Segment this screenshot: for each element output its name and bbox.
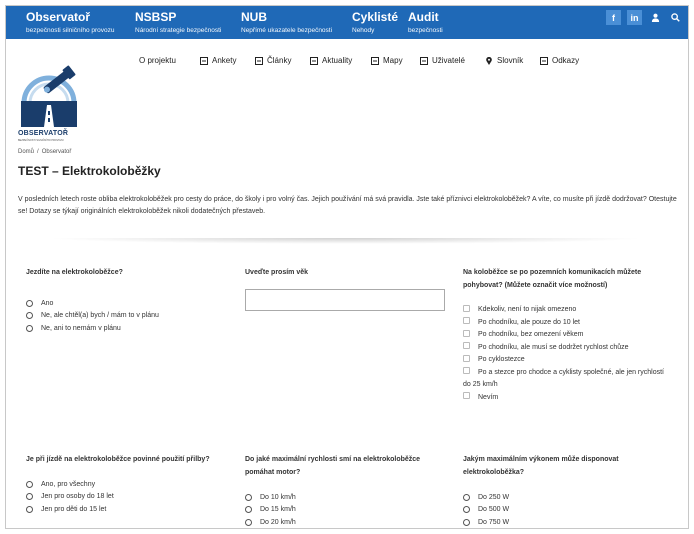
option-label: Do 15 km/h <box>260 506 296 514</box>
option-label: Ano, pro všechny <box>41 480 96 488</box>
topbar-subtitle: Nehody <box>352 27 375 34</box>
topbar-title: Cyklisté <box>352 10 399 24</box>
question-age <box>245 266 450 311</box>
browser-page <box>5 5 689 529</box>
checkbox[interactable] <box>463 317 470 324</box>
checkbox-option[interactable] <box>463 317 668 330</box>
nav-item-label: Uživatelé <box>432 56 465 65</box>
nav-item-label: Články <box>267 56 292 65</box>
radio-option[interactable] <box>245 504 450 517</box>
box-icon <box>420 57 428 65</box>
nav-item-label: Mapy <box>383 56 403 65</box>
question-title: Na koloběžce se po pozemních komunikacích můžete pohybovat? (Můžete označit více možností) <box>463 269 642 289</box>
checkbox[interactable] <box>463 342 470 349</box>
radio-button[interactable] <box>245 519 252 526</box>
box-icon <box>255 57 263 65</box>
option-label: Do 10 km/h <box>260 493 296 501</box>
topbar-title: NSBSP <box>135 10 177 24</box>
breadcrumb-current[interactable]: Observatoř <box>41 149 72 155</box>
checkbox[interactable] <box>463 367 470 374</box>
option-label: Do 250 W <box>478 493 510 501</box>
nav-item-mapy[interactable] <box>371 56 403 65</box>
nav-item-ankety[interactable] <box>200 56 236 65</box>
question-helmet <box>26 453 231 516</box>
question-title: Jakým maximálním výkonem může disponovat elektrokoloběžka? <box>463 456 619 476</box>
option-label: Do 750 W <box>478 518 510 526</box>
checkbox-option[interactable] <box>463 329 668 342</box>
option-label: Kdekoliv, není to nijak omezeno <box>478 306 577 313</box>
radio-option[interactable] <box>26 322 231 335</box>
checkbox[interactable] <box>463 392 470 399</box>
question-where-ride <box>463 266 668 404</box>
checkbox-option[interactable] <box>463 354 668 367</box>
nav-item-label: Slovník <box>497 56 524 65</box>
radio-option[interactable] <box>463 491 668 504</box>
topbar-subtitle: bezpečnosti <box>408 27 443 34</box>
nav-item-o-projektu[interactable] <box>139 56 176 65</box>
breadcrumb-home-link[interactable]: Domů <box>18 149 35 155</box>
nav-item-clanky[interactable] <box>255 56 291 65</box>
facebook-icon[interactable]: f <box>606 10 621 25</box>
question-max-speed <box>245 453 450 529</box>
box-icon <box>200 57 208 65</box>
topbar-title: NUB <box>241 10 267 24</box>
radio-button[interactable] <box>463 506 470 513</box>
radio-button[interactable] <box>26 325 33 332</box>
top-bar <box>6 6 688 39</box>
box-icon <box>310 57 318 65</box>
topbar-subtitle: Národní strategie bezpečnosti <box>135 27 222 34</box>
checkbox-option[interactable] <box>463 367 668 392</box>
logo-text: OBSERVATOŘ <box>18 130 69 137</box>
question-rides-scooter <box>26 266 231 335</box>
linkedin-icon[interactable]: in <box>627 10 642 25</box>
page-title: TEST – Elektrokoloběžky <box>18 164 161 178</box>
option-label: Po a stezce pro chodce a cyklisty společné, ale jen rychlostí do 25 km/h <box>463 368 664 388</box>
topbar-link-nub[interactable] <box>241 10 332 34</box>
option-label: Po chodníku, ale musí se dodržet rychlost chůze <box>478 343 629 351</box>
radio-button[interactable] <box>463 494 470 501</box>
option-label: Jen pro děti do 15 let <box>41 505 107 513</box>
option-label: Po cyklostezce <box>478 356 525 363</box>
topbar-subtitle: Nepřímé ukazatele bezpečnosti <box>241 27 333 34</box>
question-max-power <box>463 453 668 529</box>
option-label: Ne, ani to nemám v plánu <box>41 324 121 332</box>
checkbox-option[interactable] <box>463 342 668 355</box>
topbar-link-observator[interactable] <box>26 10 115 34</box>
question-title: Do jaké maximální rychlosti smí na elektrokoloběžce pomáhat motor? <box>245 456 421 476</box>
nav-item-odkazy[interactable] <box>540 56 579 65</box>
topbar-link-nsbsp[interactable] <box>135 10 221 34</box>
logo-subtext: BEZPEČNOSTI SILNIČNÍHO PROVOZU <box>18 139 64 142</box>
option-label: Po chodníku, bez omezení věkem <box>478 331 584 338</box>
option-label: Jen pro osoby do 18 let <box>41 493 114 501</box>
section-divider <box>46 238 646 244</box>
topbar-title: Observatoř <box>26 10 91 24</box>
box-icon <box>371 57 379 65</box>
option-label: Po chodníku, ale pouze do 10 let <box>478 318 580 326</box>
radio-option[interactable] <box>245 491 450 504</box>
nav-item-label: O projektu <box>139 56 176 65</box>
search-icon[interactable] <box>668 10 682 25</box>
nav-item-label: Ankety <box>212 56 237 65</box>
breadcrumb <box>18 149 71 155</box>
topbar-link-cyklisté[interactable] <box>352 10 398 34</box>
radio-option[interactable] <box>26 478 231 491</box>
radio-button[interactable] <box>26 300 33 307</box>
radio-button[interactable] <box>245 506 252 513</box>
box-icon <box>540 57 548 65</box>
option-label: Ne, ale chtěl(a) bych / mám to v plánu <box>41 312 159 320</box>
checkbox-option[interactable] <box>463 304 668 317</box>
radio-option[interactable] <box>26 310 231 323</box>
radio-option[interactable] <box>245 516 450 529</box>
question-title: Jezdíte na elektrokoloběžce? <box>26 269 123 276</box>
radio-option[interactable] <box>26 503 231 516</box>
topbar-title: Audit <box>408 10 439 24</box>
radio-option[interactable] <box>463 504 668 517</box>
question-title: Je při jízdě na elektrokoloběžce povinné použití přilby? <box>26 456 210 463</box>
option-label: Nevím <box>478 393 499 401</box>
nav-item-aktuality[interactable] <box>310 56 352 65</box>
checkbox[interactable] <box>463 355 470 362</box>
topbar-subtitle: bezpečnosti silničního provozu <box>26 27 115 34</box>
radio-button[interactable] <box>245 494 252 501</box>
nav-item-uzivatele[interactable] <box>420 56 465 65</box>
radio-button[interactable] <box>26 481 33 488</box>
radio-option[interactable] <box>26 491 231 504</box>
nav-item-label: Aktuality <box>322 56 353 65</box>
option-label: Ano <box>41 299 54 307</box>
option-label: Do 500 W <box>478 506 510 514</box>
intro-text: V posledních letech roste obliba elektrokoloběžek pro cesty do práce, do školy i pro volný čas. Jejich používání má svá pravidla. Jste také příznivci elektrokoloběžek? A víte, co musíte při jízdě dodržovat? Otestujte se! Dotazy se týkají originálních elektrokoloběžek nikoli dodatečných přestaveb. <box>18 196 677 215</box>
radio-button[interactable] <box>26 312 33 319</box>
pin-icon <box>485 57 493 65</box>
nav-item-slovnik[interactable] <box>485 56 523 65</box>
radio-button[interactable] <box>26 493 33 500</box>
topbar-link-audit[interactable] <box>408 10 443 34</box>
radio-button[interactable] <box>26 506 33 513</box>
breadcrumb-separator: / <box>37 149 39 155</box>
checkbox-option[interactable] <box>463 392 668 405</box>
nav-item-label: Odkazy <box>552 56 580 65</box>
checkbox[interactable] <box>463 305 470 312</box>
user-icon[interactable] <box>648 10 662 25</box>
checkbox[interactable] <box>463 330 470 337</box>
age-input[interactable] <box>245 289 445 311</box>
question-title: Uveďte prosím věk <box>245 269 309 276</box>
radio-option[interactable] <box>26 297 231 310</box>
radio-button[interactable] <box>463 519 470 526</box>
option-label: Do 20 km/h <box>260 518 296 526</box>
radio-option[interactable] <box>463 516 668 529</box>
